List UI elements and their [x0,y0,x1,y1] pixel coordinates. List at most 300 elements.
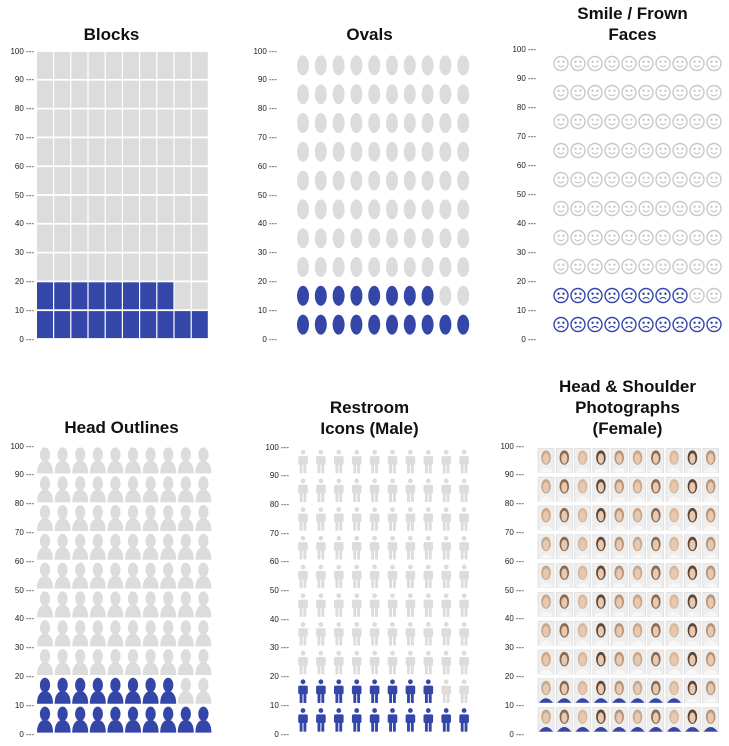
head-outline-icon-empty [195,649,211,675]
restroom-male-icon-empty [459,593,469,617]
block-icon-filled [157,311,173,338]
y-tick-label: 20 --- [257,276,277,286]
restroom-male-icon-empty [406,479,416,503]
oval-icon-empty [333,84,345,104]
head-outline-icon-empty [125,505,141,531]
head-outline-icon-empty [178,649,194,675]
block-icon-empty [54,225,70,252]
oval-icon-empty [439,84,451,104]
oval-icon-empty [457,286,469,306]
oval-icon-empty [404,257,416,277]
pictograph-grid [486,0,729,370]
restroom-male-icon-empty [459,622,469,646]
oval-icon-empty [297,142,309,162]
block-icon-filled [140,311,156,338]
face-icon-filled [605,289,619,303]
head-outline-icon-empty [195,591,211,617]
block-icon-filled [71,282,87,309]
restroom-male-icon-empty [334,593,344,617]
face-icon-empty [639,86,653,100]
head-outline-icon-filled [178,707,194,733]
oval-icon-empty [315,171,327,191]
block-icon-empty [37,138,53,165]
oval-icon-empty [297,257,309,277]
face-icon-empty [656,144,670,158]
y-tick-label: 0 --- [19,334,34,344]
photo-icon-empty [556,592,572,616]
oval-icon-empty [422,171,434,191]
head-outline-icon-empty [107,563,123,589]
photo-icon-empty [538,650,554,674]
photo-icon-empty [611,448,627,472]
chart-title: Head & Shoulder Photographs (Female) [559,377,696,438]
head-outline-icon-empty [55,476,71,502]
photo-icon-empty [666,621,682,645]
face-icon-empty [605,144,619,158]
oval-icon-filled [315,286,327,306]
head-outline-icon-empty [55,563,71,589]
y-tick-label: 60 --- [14,161,34,171]
head-outline-icon-empty [72,591,88,617]
y-tick-label: 20 --- [269,672,289,682]
oval-icon-empty [297,171,309,191]
restroom-male-icon-empty [352,450,362,474]
head-outline-icon-empty [160,649,176,675]
photo-icon-empty [538,535,554,559]
face-icon-empty [707,144,721,158]
block-icon-empty [157,52,173,79]
oval-icon-empty [350,113,362,133]
block-icon-empty [175,282,191,309]
head-outline-icon-empty [72,447,88,473]
oval-icon-empty [439,55,451,75]
block-icon-empty [192,81,208,108]
oval-icon-empty [386,257,398,277]
oval-icon-empty [386,142,398,162]
restroom-male-icon-empty [441,651,451,675]
photo-icon-empty [575,477,591,501]
y-tick-label: 30 --- [269,643,289,653]
restroom-male-icon-empty [388,565,398,589]
block-icon-empty [175,52,191,79]
y-tick-label: 0 --- [262,334,277,344]
face-icon-empty [707,115,721,129]
block-icon-empty [140,196,156,223]
restroom-male-icon-empty [298,651,308,675]
restroom-male-icon-empty [424,651,434,675]
block-icon-filled [89,282,105,309]
photo-icon-empty [630,506,646,530]
photo-icon-filled [575,708,591,732]
face-icon-empty [690,144,704,158]
block-icon-empty [37,196,53,223]
head-outline-icon-filled [37,678,53,704]
oval-icon-filled [350,286,362,306]
photo-icon-empty [556,564,572,588]
block-icon-empty [37,81,53,108]
photo-icon-filled [630,708,646,732]
oval-icon-empty [315,199,327,219]
head-outline-icon-empty [37,505,53,531]
oval-icon-empty [457,142,469,162]
head-outline-icon-empty [160,505,176,531]
y-tick-label: 50 --- [257,190,277,200]
block-icon-empty [192,196,208,223]
block-icon-empty [37,225,53,252]
head-outline-icon-empty [55,620,71,646]
face-icon-filled [673,318,687,332]
oval-icon-empty [368,142,380,162]
y-tick-label: 80 --- [269,499,289,509]
block-icon-filled [123,311,139,338]
pictograph-grid [243,0,486,370]
restroom-male-icon-empty [334,565,344,589]
oval-icon-empty [333,171,345,191]
block-icon-empty [54,81,70,108]
head-outline-icon-empty [107,534,123,560]
y-tick-label: 10 --- [504,700,524,710]
head-outline-icon-empty [37,649,53,675]
face-icon-filled [639,318,653,332]
block-icon-empty [140,52,156,79]
y-tick-label: 60 --- [516,160,536,170]
oval-icon-filled [368,315,380,335]
block-icon-empty [89,138,105,165]
oval-icon-filled [297,286,309,306]
oval-icon-empty [315,142,327,162]
y-tick-label: 70 --- [269,528,289,538]
head-outline-icon-empty [178,591,194,617]
oval-icon-empty [386,171,398,191]
photo-icon-filled [630,679,646,703]
block-icon-empty [71,196,87,223]
y-tick-label: 0 --- [274,729,289,739]
head-outline-icon-empty [90,447,106,473]
photo-icon-empty [575,650,591,674]
oval-icon-filled [386,286,398,306]
y-tick-label: 50 --- [504,585,524,595]
oval-icon-empty [368,199,380,219]
restroom-male-icon-empty [388,536,398,560]
oval-icon-empty [386,55,398,75]
restroom-male-icon-empty [298,593,308,617]
head-outline-icon-empty [90,649,106,675]
face-icon-empty [690,289,704,303]
photo-icon-empty [538,564,554,588]
restroom-male-icon-filled [370,708,380,732]
restroom-male-icon-filled [352,679,362,703]
oval-icon-empty [368,84,380,104]
oval-icon-empty [368,257,380,277]
photo-icon-empty [703,506,719,530]
block-icon-empty [140,167,156,194]
y-tick-label: 70 --- [504,527,524,537]
y-tick-label: 30 --- [14,248,34,258]
head-outline-icon-empty [55,505,71,531]
photo-icon-empty [593,650,609,674]
oval-icon-empty [350,142,362,162]
photo-icon-empty [556,535,572,559]
pictograph-grid [0,0,243,370]
y-tick-label: 100 --- [10,441,34,451]
face-icon-empty [571,144,585,158]
oval-icon-filled [297,315,309,335]
oval-icon-empty [404,142,416,162]
head-outline-icon-empty [90,563,106,589]
photo-icon-empty [684,506,700,530]
head-outline-icon-empty [55,447,71,473]
y-tick-label: 60 --- [504,556,524,566]
head-outline-icon-empty [160,591,176,617]
restroom-male-icon-empty [298,565,308,589]
restroom-male-icon-filled [298,679,308,703]
block-icon-empty [175,167,191,194]
head-outline-icon-empty [160,563,176,589]
block-icon-empty [192,138,208,165]
photo-icon-filled [593,679,609,703]
photo-icon-empty [538,477,554,501]
face-icon-empty [605,260,619,274]
block-icon-empty [89,110,105,137]
restroom-male-icon-empty [334,507,344,531]
y-tick-label: 30 --- [257,248,277,258]
chart-title: Smile / Frown Faces [577,4,688,44]
restroom-male-icon-empty [298,536,308,560]
restroom-male-icon-empty [334,651,344,675]
restroom-male-icon-empty [424,593,434,617]
block-icon-empty [123,110,139,137]
block-icon-empty [140,225,156,252]
block-icon-filled [54,282,70,309]
face-icon-empty [639,202,653,216]
restroom-male-icon-empty [316,479,326,503]
block-icon-filled [157,282,173,309]
y-tick-label: 90 --- [269,471,289,481]
face-icon-empty [554,260,568,274]
restroom-male-icon-empty [459,651,469,675]
face-icon-empty [571,115,585,129]
block-icon-empty [140,254,156,281]
photo-icon-empty [538,506,554,530]
block-icon-filled [37,311,53,338]
restroom-male-icon-empty [406,565,416,589]
head-outline-icon-empty [178,476,194,502]
oval-icon-empty [315,84,327,104]
face-icon-filled [622,318,636,332]
restroom-male-icon-empty [370,593,380,617]
face-icon-empty [690,57,704,71]
oval-icon-empty [333,55,345,75]
block-icon-filled [123,282,139,309]
head-outline-icon-empty [178,505,194,531]
oval-icon-empty [386,113,398,133]
panel-restroom [243,376,486,746]
face-icon-empty [622,115,636,129]
restroom-male-icon-filled [388,679,398,703]
photo-icon-empty [611,564,627,588]
restroom-male-icon-filled [424,679,434,703]
face-icon-empty [690,173,704,187]
photo-icon-empty [630,477,646,501]
face-icon-empty [571,231,585,245]
y-tick-label: 30 --- [504,643,524,653]
oval-icon-empty [350,84,362,104]
head-outline-icon-empty [125,591,141,617]
oval-icon-empty [333,199,345,219]
oval-icon-empty [439,199,451,219]
face-icon-empty [707,289,721,303]
block-icon-empty [175,225,191,252]
photo-icon-filled [611,708,627,732]
block-icon-empty [175,138,191,165]
restroom-male-icon-filled [298,708,308,732]
photo-icon-empty [593,535,609,559]
restroom-male-icon-empty [352,536,362,560]
block-icon-empty [175,110,191,137]
photo-icon-empty [611,506,627,530]
head-outline-icon-empty [72,620,88,646]
head-outline-icon-filled [195,707,211,733]
restroom-male-icon-empty [298,622,308,646]
face-icon-filled [588,289,602,303]
block-icon-empty [175,196,191,223]
photo-icon-empty [611,650,627,674]
restroom-male-icon-empty [424,450,434,474]
block-icon-empty [192,225,208,252]
face-icon-empty [554,115,568,129]
y-tick-label: 70 --- [14,527,34,537]
photo-icon-empty [666,506,682,530]
face-icon-empty [622,144,636,158]
head-outline-icon-filled [55,678,71,704]
oval-icon-empty [422,257,434,277]
head-outline-icon-empty [143,534,159,560]
oval-icon-empty [333,142,345,162]
photo-icon-empty [538,592,554,616]
restroom-male-icon-empty [316,450,326,474]
face-icon-empty [639,115,653,129]
head-outline-icon-empty [37,534,53,560]
head-outline-icon-empty [160,534,176,560]
head-outline-icon-empty [195,534,211,560]
face-icon-empty [656,86,670,100]
restroom-male-icon-empty [424,479,434,503]
photo-icon-empty [593,506,609,530]
face-icon-empty [588,173,602,187]
face-icon-empty [622,86,636,100]
face-icon-empty [690,231,704,245]
head-outline-icon-empty [195,505,211,531]
oval-icon-empty [297,113,309,133]
block-icon-empty [71,52,87,79]
oval-icon-empty [350,55,362,75]
pictograph-grid [486,376,729,746]
restroom-male-icon-filled [334,679,344,703]
block-icon-filled [71,311,87,338]
restroom-male-icon-empty [352,651,362,675]
oval-icon-empty [368,228,380,248]
block-icon-empty [54,254,70,281]
photo-icon-empty [703,564,719,588]
head-outline-icon-filled [55,707,71,733]
restroom-male-icon-empty [370,565,380,589]
block-icon-empty [71,254,87,281]
y-tick-label: 10 --- [257,305,277,315]
head-outline-icon-filled [125,678,141,704]
photo-icon-empty [556,621,572,645]
restroom-male-icon-empty [316,651,326,675]
restroom-male-icon-empty [459,536,469,560]
restroom-male-icon-empty [441,479,451,503]
head-outline-icon-filled [37,707,53,733]
oval-icon-empty [333,257,345,277]
block-icon-empty [71,138,87,165]
restroom-male-icon-empty [370,479,380,503]
face-icon-empty [554,173,568,187]
head-outline-icon-empty [160,447,176,473]
photo-icon-filled [593,708,609,732]
head-outline-icon-empty [37,620,53,646]
y-tick-label: 20 --- [504,671,524,681]
block-icon-empty [37,167,53,194]
oval-icon-filled [350,315,362,335]
face-icon-empty [622,57,636,71]
photo-icon-empty [575,564,591,588]
oval-icon-empty [386,228,398,248]
restroom-male-icon-empty [459,507,469,531]
face-icon-empty [690,86,704,100]
y-tick-label: 40 --- [269,614,289,624]
block-icon-empty [140,138,156,165]
photo-icon-empty [684,621,700,645]
photo-icon-empty [630,621,646,645]
face-icon-empty [690,202,704,216]
photo-icon-empty [575,448,591,472]
face-icon-empty [588,260,602,274]
face-icon-empty [673,144,687,158]
block-icon-empty [123,138,139,165]
oval-icon-empty [457,257,469,277]
head-outline-icon-empty [107,447,123,473]
photo-icon-empty [684,679,700,703]
face-icon-empty [673,231,687,245]
restroom-male-icon-empty [298,479,308,503]
oval-icon-empty [297,84,309,104]
restroom-male-icon-empty [316,536,326,560]
oval-icon-filled [439,315,451,335]
face-icon-empty [639,144,653,158]
restroom-male-icon-empty [441,593,451,617]
block-icon-empty [37,110,53,137]
restroom-male-icon-filled [316,708,326,732]
face-icon-empty [588,115,602,129]
y-tick-label: 90 --- [516,73,536,83]
block-icon-empty [89,81,105,108]
restroom-male-icon-empty [388,450,398,474]
head-outline-icon-empty [125,447,141,473]
panel-faces [486,0,729,370]
restroom-male-icon-empty [459,479,469,503]
oval-icon-empty [297,55,309,75]
photo-icon-empty [684,448,700,472]
y-tick-label: 40 --- [504,614,524,624]
face-icon-empty [673,115,687,129]
head-outline-icon-empty [72,649,88,675]
restroom-male-icon-empty [424,622,434,646]
block-icon-empty [192,52,208,79]
y-tick-label: 70 --- [14,132,34,142]
oval-icon-empty [350,228,362,248]
